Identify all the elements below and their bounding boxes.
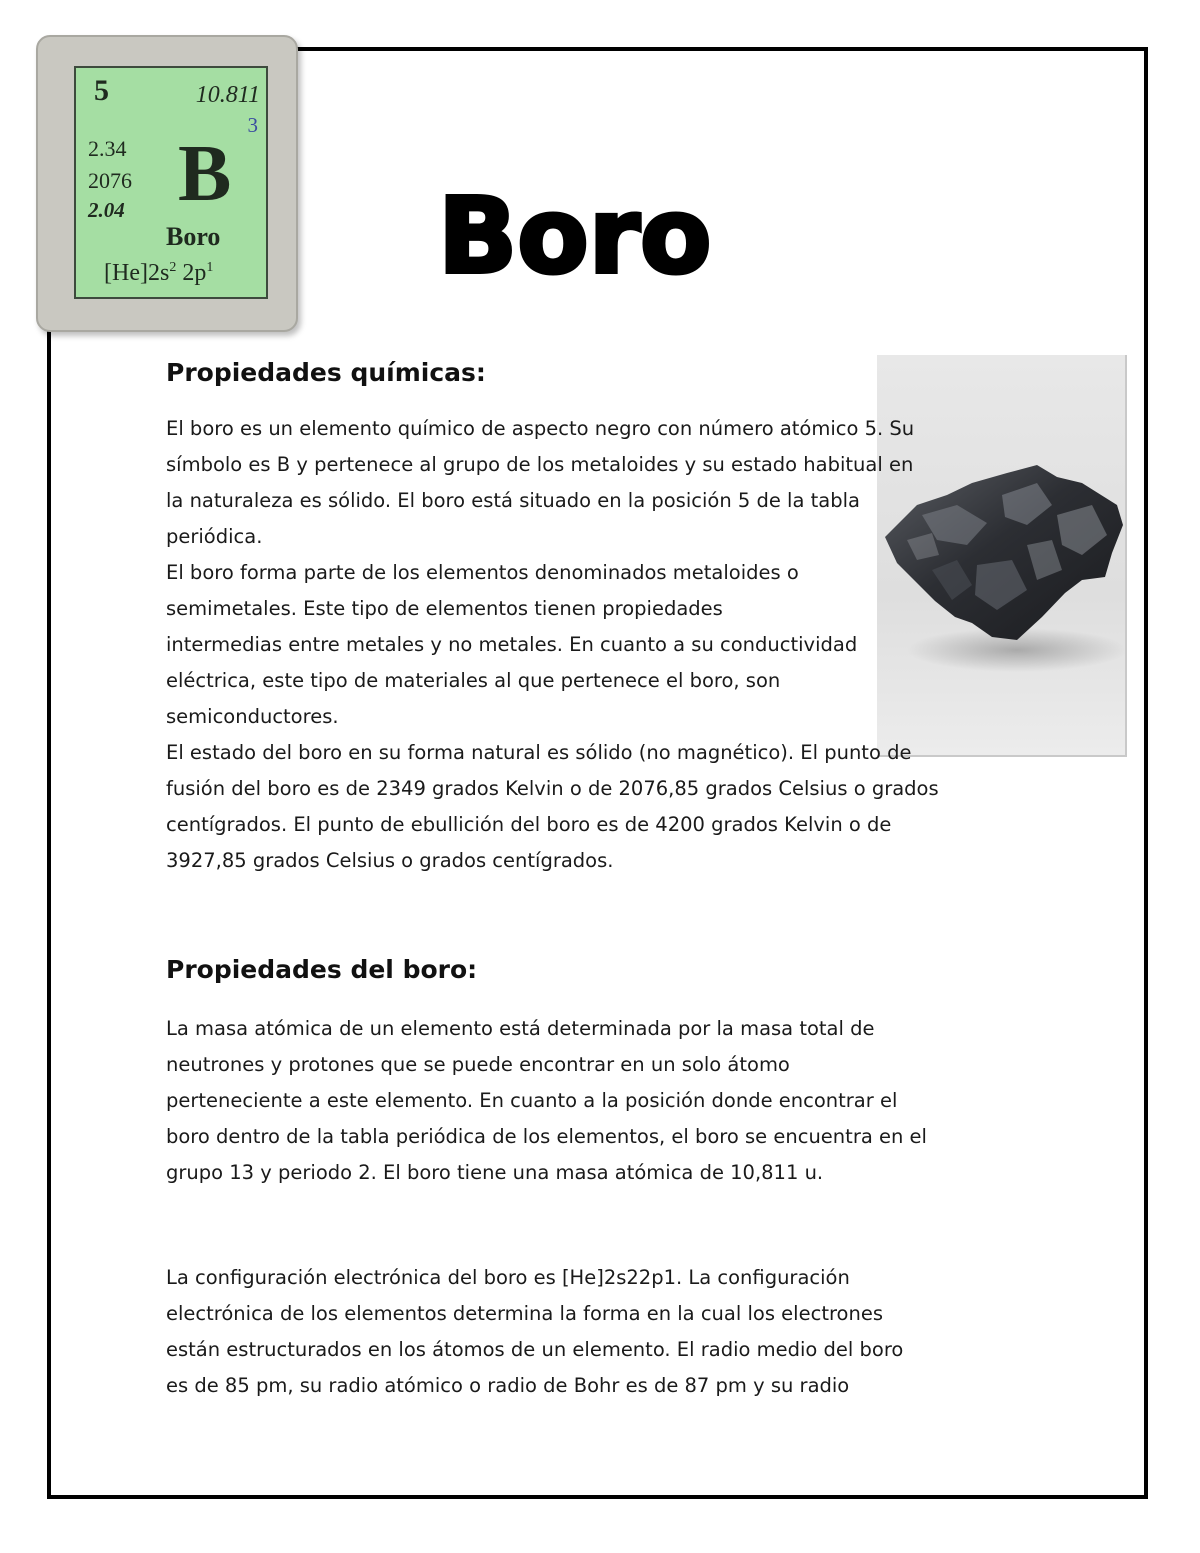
element-name: Boro (166, 222, 221, 251)
document-title: Boro (438, 175, 712, 297)
tile-property-1: 2.34 (88, 136, 127, 161)
text-line: centígrados. El punto de ebullición del boro es de 4200 grados Kelvin o de (166, 813, 892, 836)
text-line: La configuración electrónica del boro es [He]2s22p1. La configuración (166, 1266, 850, 1289)
text-line: eléctrica, este tipo de materiales al que pertenece el boro, son (166, 669, 781, 692)
section-heading-chemical: Propiedades químicas: (166, 358, 486, 387)
atomic-number: 5 (94, 74, 109, 107)
text-line: electrónica de los elementos determina la forma en la cual los electrones (166, 1302, 883, 1325)
text-line: semimetales. Este tipo de elementos tienen propiedades (166, 597, 723, 620)
text-line: semiconductores. (166, 705, 339, 728)
element-tile (74, 66, 268, 299)
section-1-body (166, 411, 939, 879)
text-line: es de 85 pm, su radio atómico o radio de Bohr es de 87 pm y su radio (166, 1374, 850, 1397)
text-line: 3927,85 grados Celsius o grados centígrados. (166, 849, 614, 872)
text-line: fusión del boro es de 2349 grados Kelvin o de 2076,85 grados Celsius o grados (166, 777, 939, 800)
text-line: neutrones y protones que se puede encontrar en un solo átomo (166, 1053, 790, 1076)
text-line: boro dentro de la tabla periódica de los elementos, el boro se encuentra en el (166, 1125, 927, 1148)
text-line: intermedias entre metales y no metales. En cuanto a su conductividad (166, 633, 858, 656)
text-line: grupo 13 y periodo 2. El boro tiene una masa atómica de 10,811 u. (166, 1161, 824, 1184)
electron-configuration (104, 260, 213, 287)
text-line: El boro forma parte de los elementos denominados metaloides o (166, 561, 799, 584)
valence: 3 (247, 113, 258, 137)
tile-property-2: 2076 (88, 168, 132, 193)
text-line: La masa atómica de un elemento está determinada por la masa total de (166, 1017, 875, 1040)
text-line: están estructurados en los átomos de un elemento. El radio medio del boro (166, 1338, 904, 1361)
section-heading-properties: Propiedades del boro: (166, 955, 478, 984)
config-sup-2: 1 (206, 260, 214, 275)
text-line: El boro es un elemento químico de aspecto negro con número atómico 5. Su (166, 417, 915, 440)
text-line: símbolo es B y pertenece al grupo de los metaloides y su estado habitual en (166, 453, 914, 476)
element-symbol: B (178, 130, 232, 218)
tile-property-3: 2.04 (88, 198, 125, 222)
atomic-mass: 10.811 (195, 82, 260, 108)
text-line: la naturaleza es sólido. El boro está situado en la posición 5 de la tabla (166, 489, 860, 512)
config-base: [He]2s (104, 260, 170, 286)
config-sup-1: 2 (169, 260, 177, 275)
config-mid: 2p (176, 260, 207, 286)
section-2-paragraph-2 (166, 1260, 903, 1404)
text-line: perteneciente a este elemento. En cuanto a la posición donde encontrar el (166, 1089, 898, 1112)
text-line: El estado del boro en su forma natural es sólido (no magnético). El punto de (166, 741, 912, 764)
text-line: periódica. (166, 525, 263, 548)
section-2-paragraph-1 (166, 1011, 927, 1191)
